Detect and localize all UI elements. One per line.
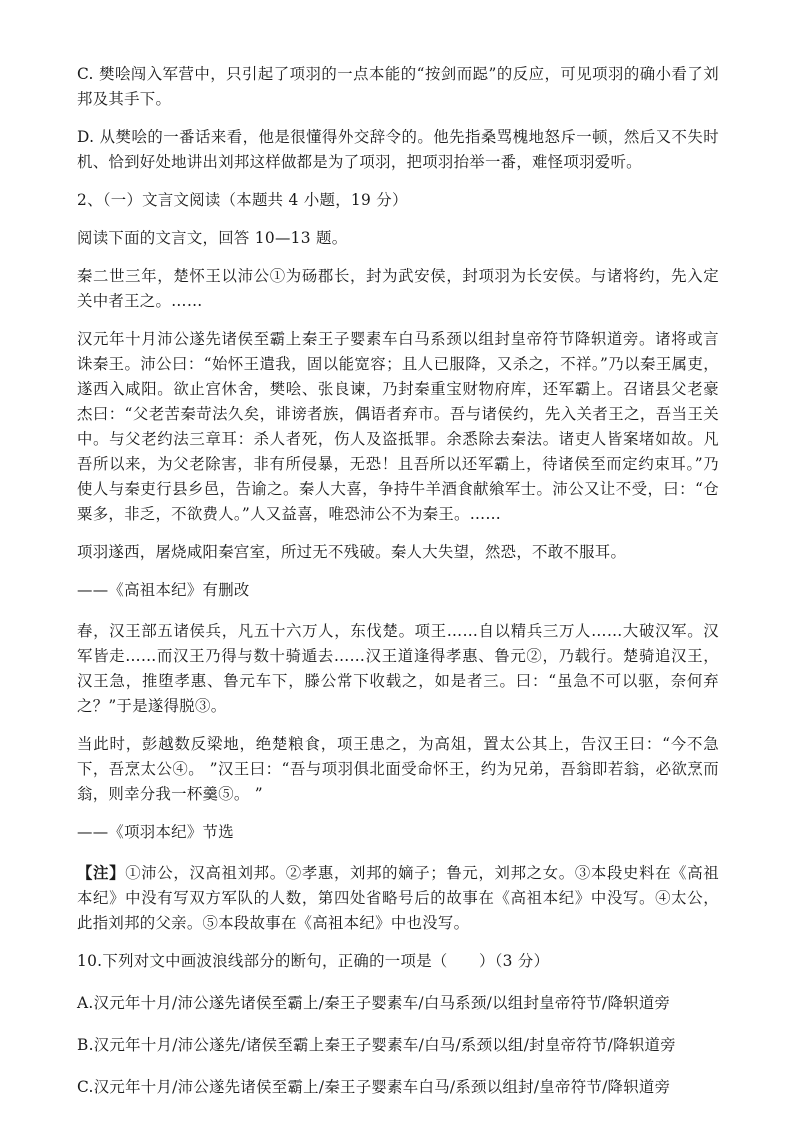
passage1-paragraph-1: 秦二世三年，楚怀王以沛公①为砀郡长，封为武安侯，封项羽为长安侯。与诸将约，先入定关中者王之。…… <box>77 267 719 310</box>
section-heading: 2、（一）文言文阅读（本题共 4 小题，19 分） <box>77 191 408 209</box>
question-10: 10.下列对文中画波浪线部分的断句，正确的一项是（ ）（3 分） <box>77 952 550 970</box>
choice-a: A.汉元年十月/沛公遂先诸侯至霸上/秦王子婴素车/白马系颈/以组封皇帝符节/降轵道旁 <box>77 994 671 1012</box>
note-mark: 【注】 <box>77 864 126 882</box>
choice-b: B.汉元年十月/沛公遂先/诸侯至霸上秦王子婴素车/白马/系颈以组/封皇帝符节/降轵道旁 <box>77 1036 676 1054</box>
option-c-text: C. 樊哙闯入军营中，只引起了项羽的一点本能的“按剑而跽”的反应，可见项羽的确小看了刘邦及其手下。 <box>77 65 719 108</box>
choice-c: C.汉元年十月/沛公遂先诸侯至霸上/秦王子婴素车白马/系颈以组封/皇帝符节/降轵道旁 <box>77 1078 671 1096</box>
option-d-text: D. 从樊哙的一番话来看，他是很懂得外交辞令的。他先指桑骂槐地怒斥一顿，然后又不失时机、恰到好处地讲出刘邦这样做都是为了项羽，把项羽抬举一番，难怪项羽爱听。 <box>77 128 719 171</box>
source-xiangyu: ——《项羽本纪》节选 <box>77 823 234 841</box>
note-text: ①沛公，汉高祖刘邦。②孝惠，刘邦的嫡子；鲁元，刘邦之女。③本段史料在《高祖本纪》中没有写双方军队的人数，第四处省略号后的故事在《高祖本纪》中没写。④太公，此指刘邦的父亲。⑤本段故事在《高祖本纪》中也没写。 <box>77 864 719 932</box>
passage2-paragraph-2: 当此时，彭越数反梁地，绝楚粮食，项王患之，为高俎，置太公其上，告汉王曰：“今不急下，吾烹太公④。 ”汉王曰：“吾与项羽俱北面受命怀王，约为兄弟，吾翁即若翁，必欲烹而翁，则幸分我一杯羹⑤。 ” <box>77 735 719 803</box>
passage2-paragraph-1: 春，汉王部五诸侯兵，凡五十六万人，东伐楚。项王……自以精兵三万人……大破汉军。汉军皆走……而汉王乃得与数十骑遁去……汉王道逢得孝惠、鲁元②，乃载行。楚骑追汉王，汉王急，推堕孝惠、鲁元车下，滕公常下收载之，如是者三。曰：“虽急不可以驱，奈何弃之？”于是遂得脱③。 <box>77 622 719 715</box>
document-page <box>77 62 719 1117</box>
notes-paragraph <box>77 861 719 936</box>
passage1-paragraph-2: 汉元年十月沛公遂先诸侯至霸上秦王子婴素车白马系颈以组封皇帝符节降轵道旁。诸将或言诛秦王。沛公曰：“始怀王遣我，固以能宽容；且人已服降，又杀之，不祥。”乃以秦王属吏，遂西入咸阳。欲止宫休舍，樊哙、张良谏，乃封秦重宝财物府库，还军霸上。召诸县父老豪杰曰：“父老苦秦苛法久矣，诽谤者族，偶语者弃市。吾与诸侯约，先入关者王之，吾当王关中。与父老约法三章耳：杀人者死，伤人及盗抵罪。余悉除去秦法。诸吏人皆案堵如故。凡吾所以来，为父老除害，非有所侵暴，无恐！且吾所以还军霸上，待诸侯至而定约束耳。”乃使人与秦吏行县乡邑，告谕之。秦人大喜，争持牛羊酒食献飨军士。沛公又让不受，曰：“仓粟多，非乏，不欲费人。”人又益喜，唯恐沛公不为秦王。…… <box>77 330 719 523</box>
source-gaozu: ——《高祖本纪》有删改 <box>77 581 250 599</box>
passage1-paragraph-3: 项羽遂西，屠烧咸阳秦宫室，所过无不残破。秦人大失望，然恐，不敢不服耳。 <box>77 543 627 561</box>
instruction-text: 阅读下面的文言文，回答 10—13 题。 <box>77 229 348 247</box>
